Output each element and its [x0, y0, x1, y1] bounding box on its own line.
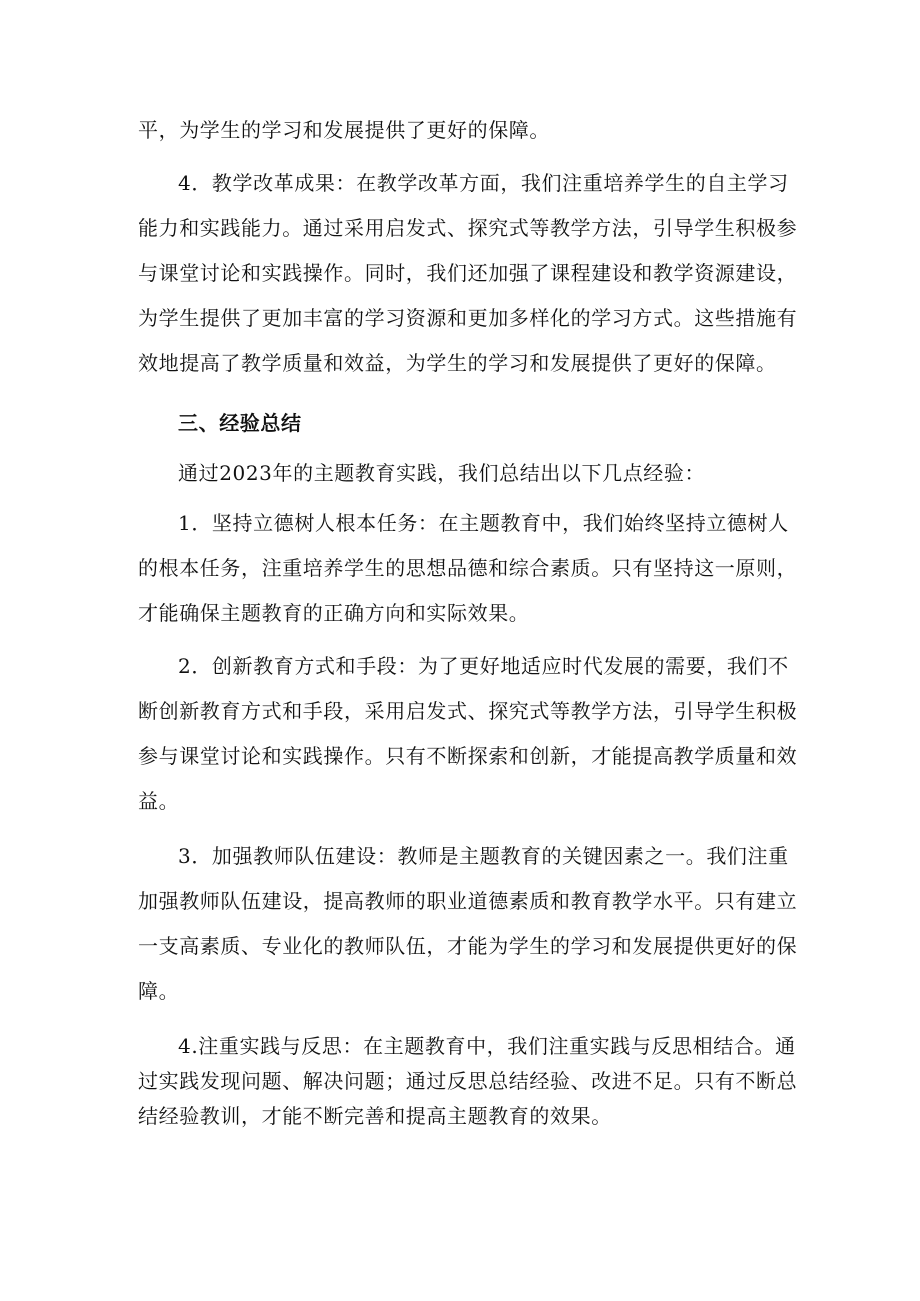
paragraph-line: 4．教学改革成果：在教学改革方面，我们注重培养学生的自主学习	[178, 171, 789, 195]
paragraph-line: 参与课堂讨论和实践操作。只有不断探索和创新，才能提高教学质量和效	[138, 744, 798, 768]
paragraph-line: 4.注重实践与反思：在主题教育中，我们注重实践与反思相结合。通	[178, 1034, 796, 1058]
paragraph-line: 加强教师队伍建设，提高教师的职业道德素质和教育教学水平。只有建立	[138, 889, 798, 913]
paragraph-line: 通过2023年的主题教育实践，我们总结出以下几点经验：	[178, 461, 706, 485]
paragraph-line: 3．加强教师队伍建设：教师是主题教育的关键因素之一。我们注重	[178, 844, 789, 868]
paragraph-line: 2．创新教育方式和手段：为了更好地适应时代发展的需要，我们不	[178, 654, 789, 678]
paragraph-line: 一支高素质、专业化的教师队伍，才能为学生的学习和发展提供更好的保	[138, 934, 798, 958]
paragraph-line: 益。	[138, 789, 180, 813]
paragraph-line: 障。	[138, 979, 180, 1003]
paragraph-line: 平，为学生的学习和发展提供了更好的保障。	[138, 118, 550, 142]
paragraph-line: 与课堂讨论和实践操作。同时，我们还加强了课程建设和教学资源建设，	[138, 261, 798, 285]
paragraph-line: 能力和实践能力。通过采用启发式、探究式等教学方法，引导学生积极参	[138, 216, 798, 240]
paragraph-line: 的根本任务，注重培养学生的思想品德和综合素质。只有坚持这一原则，	[138, 556, 798, 580]
paragraph-line: 效地提高了教学质量和效益，为学生的学习和发展提供了更好的保障。	[138, 351, 777, 375]
paragraph-line: 才能确保主题教育的正确方向和实际效果。	[138, 601, 530, 625]
paragraph-line: 为学生提供了更加丰富的学习资源和更加多样化的学习方式。这些措施有	[138, 306, 798, 330]
paragraph-line: 过实践发现问题、解决问题；通过反思总结经验、改进不足。只有不断总	[138, 1069, 798, 1093]
paragraph-line: 1．坚持立德树人根本任务：在主题教育中，我们始终坚持立德树人	[178, 511, 789, 535]
section-heading: 三、经验总结	[178, 411, 302, 435]
paragraph-line: 断创新教育方式和手段，采用启发式、探究式等教学方法，引导学生积极	[138, 699, 798, 723]
paragraph-line: 结经验教训，才能不断完善和提高主题教育的效果。	[138, 1104, 612, 1128]
